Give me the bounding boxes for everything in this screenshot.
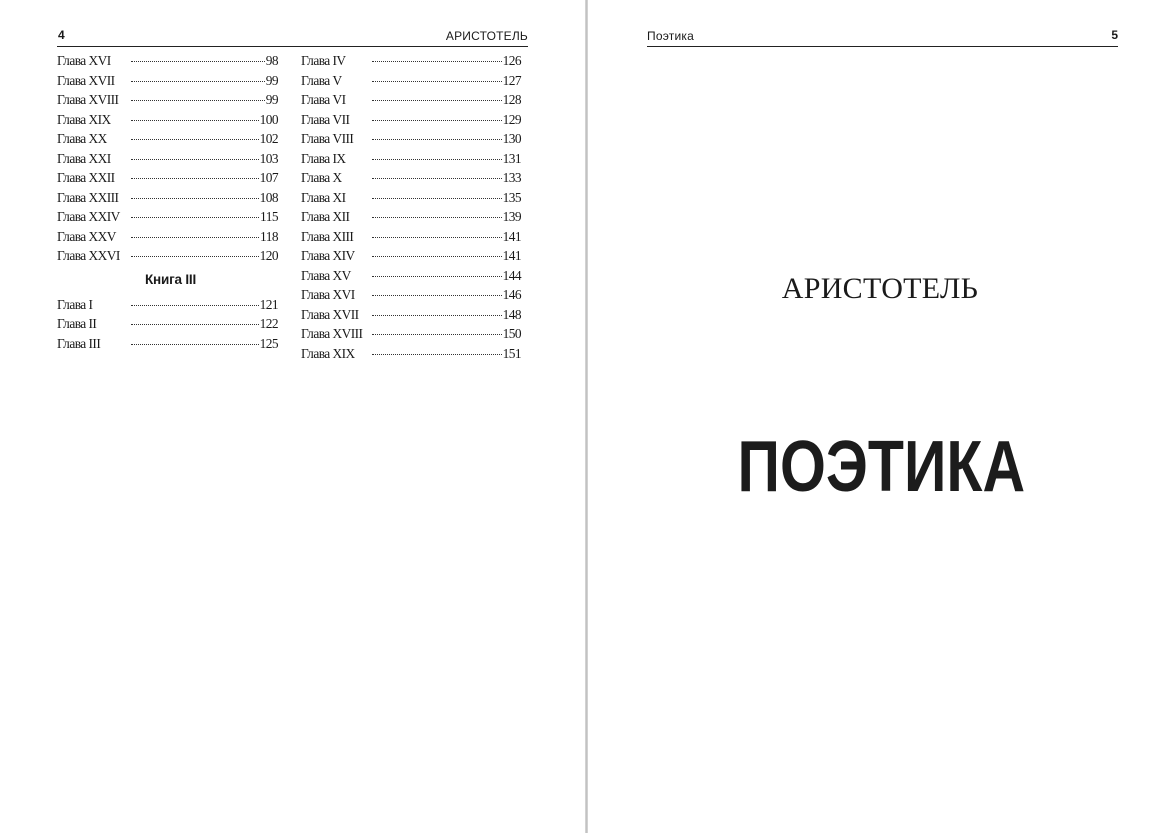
toc-entry-page: 151 (502, 345, 521, 361)
right-running-header (647, 27, 1118, 47)
toc-entry-page: 128 (502, 92, 521, 107)
toc-entry-page: 103 (259, 150, 278, 166)
toc-entry-page: 133 (502, 170, 521, 185)
toc-entry (301, 92, 521, 112)
toc-entry (301, 326, 521, 346)
toc-entry-label: Глава XXV (57, 228, 116, 244)
toc-entry (301, 131, 521, 151)
toc-entry-page: 118 (260, 228, 278, 244)
toc-entry-label: Глава XXIII (57, 189, 119, 205)
toc-list (57, 297, 278, 356)
toc-entry (301, 346, 521, 366)
toc-entry (301, 209, 521, 229)
toc-entry-label: Глава XIV (301, 248, 355, 263)
toc-entry-page: 121 (259, 296, 278, 312)
toc-entry (57, 170, 278, 190)
toc-entry-page: 141 (502, 248, 521, 263)
book-title-text: ПОЭТИКА (737, 427, 1025, 507)
toc-entry-label: Глава II (57, 316, 97, 331)
toc-entry (301, 307, 521, 327)
toc-entry (57, 131, 278, 151)
toc-dot-leader (372, 178, 502, 179)
toc-entry (301, 229, 521, 249)
toc-entry-page: 129 (502, 111, 521, 127)
toc-entry-label: Глава XVI (57, 53, 111, 68)
toc-entry (301, 112, 521, 132)
toc-entry (57, 53, 278, 73)
toc-dot-leader (131, 100, 265, 101)
toc-column-1 (57, 53, 278, 355)
toc-dot-leader (131, 159, 259, 160)
toc-dot-leader (372, 237, 502, 238)
toc-dot-leader (131, 61, 265, 62)
toc-entry-label: Глава VII (301, 111, 350, 127)
toc-dot-leader (131, 120, 259, 121)
book-title (588, 427, 1174, 507)
toc-dot-leader (372, 61, 502, 62)
left-running-header (57, 27, 528, 47)
toc-entry-label: Глава VIII (301, 131, 354, 146)
toc-entry-label: Глава XIX (301, 345, 355, 361)
toc-dot-leader (372, 198, 502, 199)
toc-dot-leader (131, 178, 259, 179)
toc-entry-label: Глава XXII (57, 170, 115, 185)
toc-entry-page: 135 (502, 189, 521, 205)
toc-entry-label: Глава XVIII (301, 326, 363, 341)
toc-entry (57, 190, 278, 210)
toc-entry-page: 102 (259, 131, 278, 146)
toc-entry-label: Глава XI (301, 189, 346, 205)
toc-entry-page: 125 (259, 335, 278, 351)
right-page (588, 0, 1174, 833)
toc-column-2 (301, 53, 521, 365)
toc-dot-leader (131, 217, 259, 218)
toc-entry-label: Глава IV (301, 53, 346, 68)
toc-entry (57, 336, 278, 356)
toc-entry (57, 151, 278, 171)
toc-entry (301, 151, 521, 171)
toc-entry (57, 248, 278, 268)
toc-entry-label: Глава XXI (57, 150, 111, 166)
toc-dot-leader (131, 81, 265, 82)
toc-entry-label: Глава V (301, 72, 342, 88)
page-number: 5 (1111, 28, 1118, 42)
toc-entry-label: Глава X (301, 170, 342, 185)
toc-entry (57, 92, 278, 112)
toc-entry-page: 107 (259, 170, 278, 185)
toc-entry (301, 268, 521, 288)
toc-entry-page: 99 (265, 72, 278, 88)
toc-entry-label: Глава XVII (301, 306, 359, 322)
toc-dot-leader (131, 256, 259, 257)
toc-dot-leader (372, 120, 502, 121)
toc-dot-leader (372, 276, 502, 277)
author-name (588, 272, 1174, 306)
toc-entry-page: 120 (259, 248, 278, 263)
toc-entry-label: Глава XII (301, 209, 350, 224)
toc-dot-leader (372, 81, 502, 82)
toc-section-heading: Книга III (144, 271, 197, 287)
toc-entry-label: Глава XIX (57, 111, 111, 127)
toc-entry (301, 190, 521, 210)
toc-dot-leader (372, 217, 502, 218)
toc-entry (57, 73, 278, 93)
toc-dot-leader (372, 295, 502, 296)
toc-entry-page: 148 (502, 306, 521, 322)
toc-entry-page: 146 (502, 287, 521, 302)
toc-entry (301, 248, 521, 268)
toc-entry-label: Глава IX (301, 150, 346, 166)
toc-dot-leader (372, 100, 502, 101)
toc-dot-leader (372, 315, 502, 316)
toc-dot-leader (131, 324, 259, 325)
toc-entry-label: Глава XV (301, 267, 351, 283)
toc-dot-leader (372, 159, 502, 160)
author-name-text: АРИСТОТЕЛЬ (781, 272, 979, 305)
toc-entry-label: Глава XXIV (57, 209, 120, 224)
running-title: Поэтика (647, 29, 694, 43)
toc-dot-leader (131, 344, 259, 345)
toc-entry-label: Глава XVI (301, 287, 355, 302)
toc-entry-label: Глава XIII (301, 228, 354, 244)
toc-entry (301, 53, 521, 73)
toc-entry-label: Глава XXVI (57, 248, 120, 263)
toc-entry-label: Глава XVII (57, 72, 115, 88)
toc-entry-label: Глава I (57, 296, 93, 312)
toc-entry-page: 122 (259, 316, 278, 331)
toc-dot-leader (372, 256, 502, 257)
toc-entry (57, 297, 278, 317)
toc-dot-leader (372, 354, 502, 355)
toc-dot-leader (372, 334, 502, 335)
toc-dot-leader (131, 305, 259, 306)
page-number: 4 (58, 28, 65, 42)
toc-entry-page: 99 (265, 92, 278, 107)
toc-entry-page: 108 (259, 189, 278, 205)
toc-entry-label: Глава XVIII (57, 92, 119, 107)
toc-entry-page: 127 (502, 72, 521, 88)
toc-list (301, 53, 521, 365)
toc-entry-page: 144 (502, 267, 521, 283)
left-page (0, 0, 585, 833)
running-title: АРИСТОТЕЛЬ (445, 29, 528, 43)
toc-entry (57, 112, 278, 132)
toc-dot-leader (131, 237, 259, 238)
toc-entry-page: 115 (260, 209, 278, 224)
toc-entry-label: Глава III (57, 335, 101, 351)
toc-entry-page: 98 (265, 53, 278, 68)
toc-entry-page: 130 (502, 131, 521, 146)
toc-dot-leader (131, 139, 259, 140)
toc-dot-leader (372, 139, 502, 140)
toc-dot-leader (131, 198, 259, 199)
toc-entry (57, 229, 278, 249)
toc-entry (301, 170, 521, 190)
toc-entry-page: 141 (502, 228, 521, 244)
toc-entry (57, 316, 278, 336)
toc-entry-page: 139 (502, 209, 521, 224)
toc-entry-label: Глава VI (301, 92, 346, 107)
toc-entry-page: 126 (502, 53, 521, 68)
toc-entry (301, 73, 521, 93)
toc-entry-page: 150 (502, 326, 521, 341)
toc-entry (301, 287, 521, 307)
toc-entry-label: Глава XX (57, 131, 107, 146)
toc-entry-page: 131 (502, 150, 521, 166)
toc-list (57, 53, 278, 268)
toc-entry-page: 100 (259, 111, 278, 127)
toc-entry (57, 209, 278, 229)
